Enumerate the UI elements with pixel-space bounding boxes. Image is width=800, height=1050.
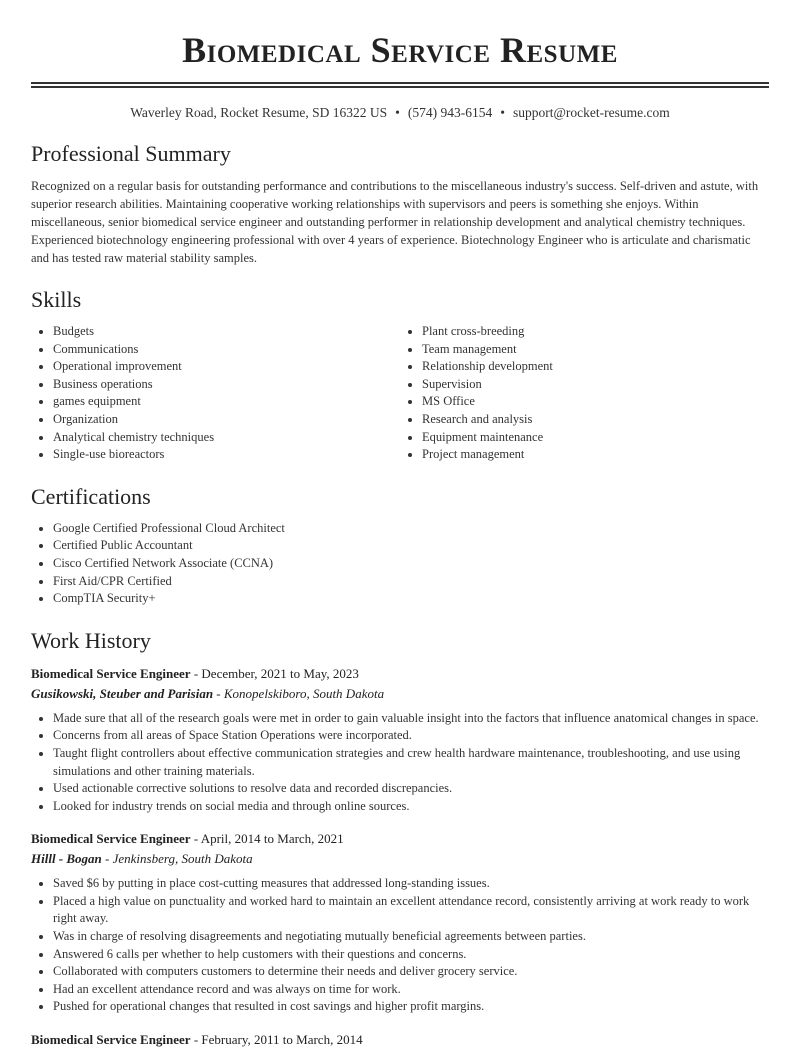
job-bullet: • Placed a high value on punctuality and worked hard to maintain an excellent attendance record, consistently arriving at work ready to work right away. bbox=[53, 893, 769, 928]
skills-list bbox=[31, 323, 769, 464]
summary-heading: Professional Summary bbox=[31, 141, 231, 166]
job-title-line bbox=[31, 664, 769, 684]
job-company: Hilll - Bogan bbox=[31, 851, 102, 867]
certifications-list bbox=[31, 520, 769, 608]
skill-item: • Relationship development bbox=[422, 358, 769, 376]
contact-separator: • bbox=[395, 105, 400, 120]
job-bullet: • Saved $6 by putting in place cost-cutting measures that addressed long-standing issues. bbox=[53, 875, 769, 893]
skill-item: • Organization bbox=[53, 411, 400, 429]
resume-title: Biomedical Service Resume bbox=[182, 30, 618, 70]
skill-item: • Equipment maintenance bbox=[422, 429, 769, 447]
skill-item: • Research and analysis bbox=[422, 411, 769, 429]
summary-text: Recognized on a regular basis for outstanding performance and contributions to the miscellaneous industry's success. Self-driven and astute, with superior research abilities. Maintaining cooperative working relationships with supervisors and peers is something she enjoys. Within miscellaneous, senior biomedical service engineer and outstanding performer in relationship development and analytical chemistry techniques. Experienced biotechnology engineering professional with over 4 years of experience. Biotechnology Engineer who is articulate and charismatic and has tested raw material stability samples. bbox=[31, 179, 759, 265]
job-title-line bbox=[31, 829, 769, 849]
job-bullet: • Collaborated with computers customers to determine their needs and deliver grocery service. bbox=[53, 963, 769, 981]
certifications-heading: Certifications bbox=[31, 483, 151, 509]
job-bullet: • Answered 6 calls per whether to help customers with their questions and concerns. bbox=[53, 946, 769, 964]
skills-heading: Skills bbox=[31, 287, 82, 312]
job-location: - Jenkinsberg, South Dakota bbox=[101, 851, 253, 867]
skill-item: • Project management bbox=[422, 446, 769, 464]
skill-item: • Communications bbox=[53, 341, 400, 359]
skill-item: • Budgets bbox=[53, 323, 400, 341]
header-divider bbox=[31, 82, 769, 88]
job-entry bbox=[31, 829, 769, 1016]
job-company-line bbox=[31, 684, 769, 704]
job-bullet: • Concerns from all areas of Space Station Operations were incorporated. bbox=[53, 727, 769, 745]
contact-address: Waverley Road, Rocket Resume, SD 16322 US bbox=[130, 105, 388, 120]
contact-line bbox=[31, 105, 769, 121]
job-entry bbox=[31, 664, 769, 816]
certification-item: • First Aid/CPR Certified bbox=[53, 573, 769, 591]
job-bullet: • Had an excellent attendance record and was always on time for work. bbox=[53, 981, 769, 999]
contact-phone: (574) 943-6154 bbox=[407, 105, 493, 120]
skill-item: • Supervision bbox=[422, 376, 769, 394]
job-title: Biomedical Service Engineer bbox=[31, 665, 191, 681]
job-title: Biomedical Service Engineer bbox=[31, 831, 191, 847]
job-company-line bbox=[31, 849, 769, 869]
job-bullet: • Pushed for operational changes that resulted in cost savings and higher profit margins. bbox=[53, 998, 769, 1016]
certification-item: • CompTIA Security+ bbox=[53, 590, 769, 608]
job-dates: - February, 2011 to March, 2014 bbox=[190, 1032, 363, 1048]
contact-email: support@rocket-resume.com bbox=[512, 105, 670, 120]
job-bullet: • Was in charge of resolving disagreements and negotiating mutually beneficial agreements between parties. bbox=[53, 928, 769, 946]
certification-item: • Certified Public Accountant bbox=[53, 537, 769, 555]
skill-item: • Analytical chemistry techniques bbox=[53, 429, 400, 447]
skill-item: • Single-use bioreactors bbox=[53, 446, 400, 464]
job-entry bbox=[31, 1030, 769, 1050]
contact-separator: • bbox=[500, 105, 505, 120]
skill-item: • MS Office bbox=[422, 393, 769, 411]
job-title: Biomedical Service Engineer bbox=[31, 1032, 191, 1048]
skill-item: • Business operations bbox=[53, 376, 400, 394]
certification-item: • Cisco Certified Network Associate (CCNA) bbox=[53, 555, 769, 573]
job-dates: - April, 2014 to March, 2021 bbox=[190, 831, 344, 847]
job-title-line bbox=[31, 1030, 769, 1050]
skill-item: • games equipment bbox=[53, 393, 400, 411]
job-bullet: • Used actionable corrective solutions to resolve data and recorded discrepancies. bbox=[53, 780, 769, 798]
skill-item: • Plant cross-breeding bbox=[422, 323, 769, 341]
job-bullets bbox=[31, 710, 769, 816]
job-bullets bbox=[31, 875, 769, 1016]
job-bullet: • Made sure that all of the research goals were met in order to gain valuable insight into the factors that influence anatomical changes in space. bbox=[53, 710, 769, 728]
skill-item: • Team management bbox=[422, 341, 769, 359]
skill-item: • Operational improvement bbox=[53, 358, 400, 376]
certification-item: • Google Certified Professional Cloud Architect bbox=[53, 520, 769, 538]
job-company: Gusikowski, Steuber and Parisian bbox=[31, 685, 214, 701]
job-location: - Konopelskiboro, South Dakota bbox=[213, 685, 385, 701]
skills-column-right bbox=[400, 323, 769, 464]
job-dates: - December, 2021 to May, 2023 bbox=[190, 665, 359, 681]
work-history-heading: Work History bbox=[31, 627, 151, 653]
job-bullet: • Looked for industry trends on social media and through online sources. bbox=[53, 798, 769, 816]
skills-column-left bbox=[31, 323, 400, 464]
job-bullet: • Taught flight controllers about effective communication strategies and crew health hardware maintenance, troubleshooting, and use using simulations and other training materials. bbox=[53, 745, 769, 780]
